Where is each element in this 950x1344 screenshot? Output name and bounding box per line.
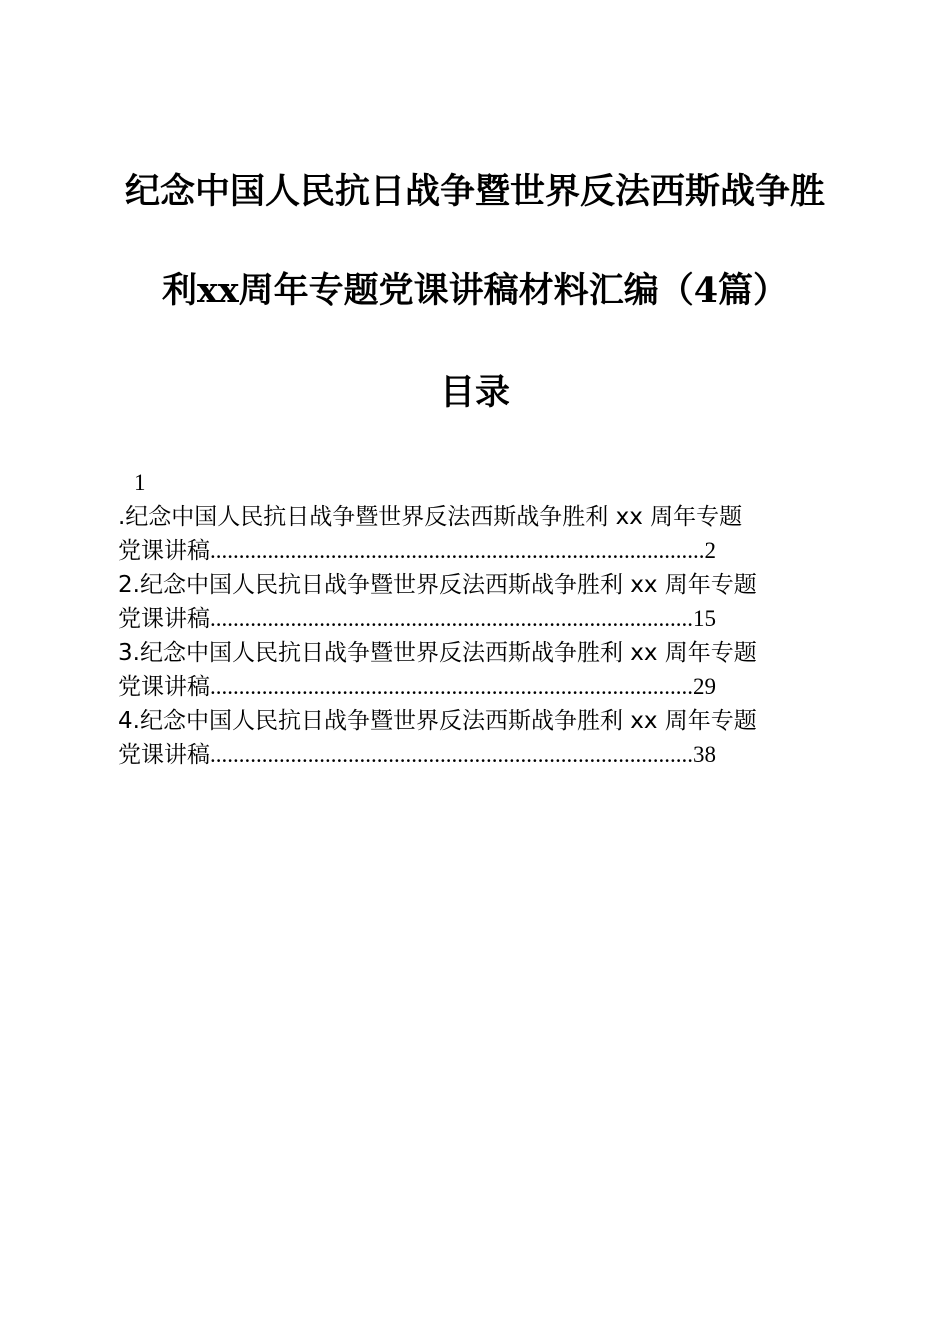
toc-entry-3-dot-leader: .................................................................................... [210,674,693,699]
toc-entry-1-page-number: 2 [704,538,716,563]
document-title-line-1: 纪念中国人民抗日战争暨世界反法西斯战争胜 [124,171,825,212]
toc-entry-4-dot-leader: .................................................................................... [210,742,693,767]
toc-entry-3-title-cont: 党课讲稿 [118,674,210,700]
table-of-contents [118,466,830,772]
toc-entry-1-dot-leader: ...................................................................................... [210,538,705,563]
toc-entry-3-page-number: 29 [693,674,716,699]
toc-entry-1-title[interactable]: .纪念中国人民抗日战争暨世界反法西斯战争胜利 xx 周年专题 [118,504,743,530]
document-title-line-2: 利xx周年专题党课讲稿材料汇编（4篇） [161,270,789,311]
toc-entry-1-number: 1 [134,470,146,495]
toc-entry-2-title-cont: 党课讲稿 [118,606,210,632]
toc-heading: 目录 [439,372,510,413]
toc-entry-3-title[interactable]: 3.纪念中国人民抗日战争暨世界反法西斯战争胜利 xx 周年专题 [118,640,757,666]
toc-entry-1-title-cont: 党课讲稿 [118,538,210,564]
toc-entry-2-dot-leader: .................................................................................... [210,606,693,631]
toc-entry-2-title[interactable]: 2.纪念中国人民抗日战争暨世界反法西斯战争胜利 xx 周年专题 [118,572,757,598]
toc-entry-4-page-number: 38 [693,742,716,767]
toc-entry-2-leader-line[interactable] [118,602,830,636]
toc-entry-4-title-cont: 党课讲稿 [118,742,210,768]
toc-entry-3-leader-line[interactable] [118,670,830,704]
toc-entry-1-leader-line[interactable] [118,534,830,568]
toc-entry-4-title[interactable]: 4.纪念中国人民抗日战争暨世界反法西斯战争胜利 xx 周年专题 [118,708,757,734]
toc-entry-4-leader-line[interactable] [118,738,830,772]
toc-entry-2-page-number: 15 [693,606,716,631]
